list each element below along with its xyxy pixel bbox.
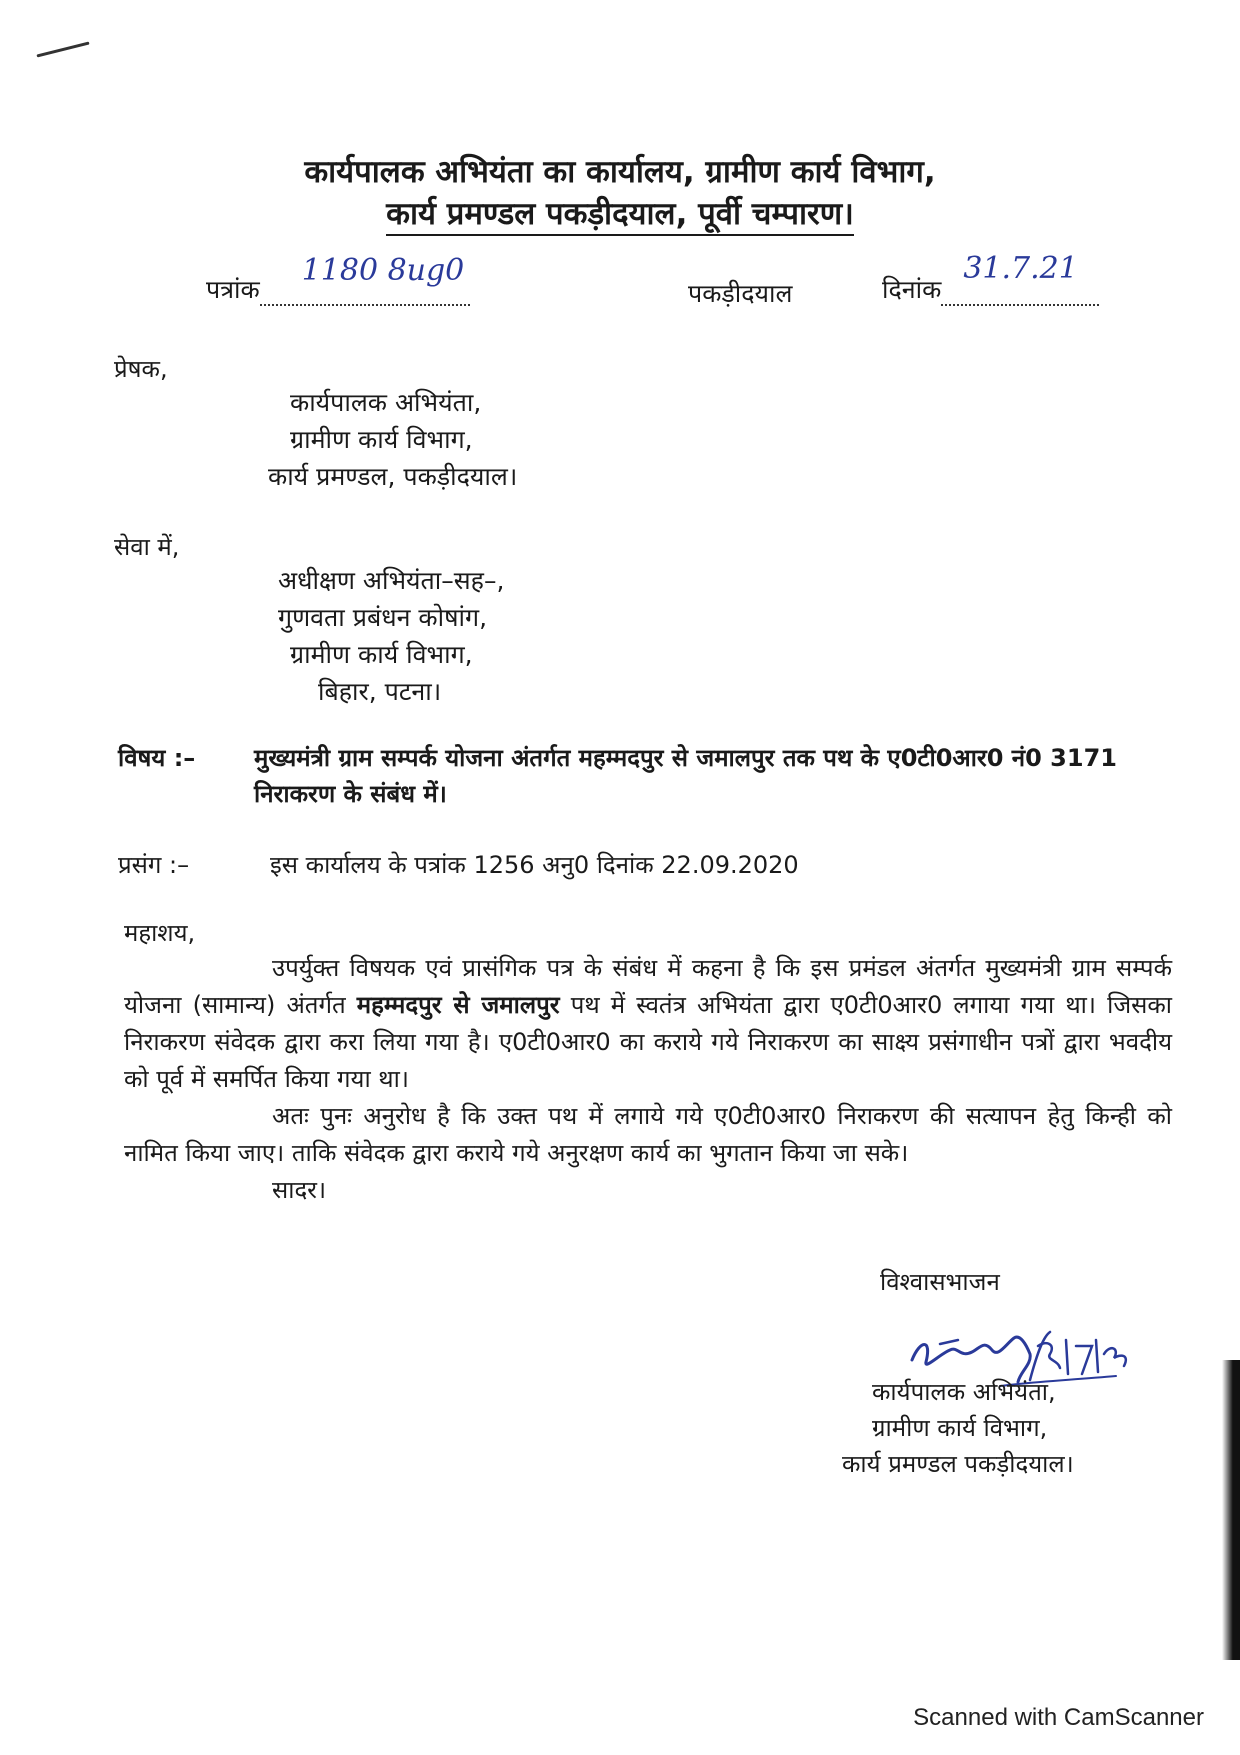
recipient-address bbox=[278, 562, 504, 710]
scan-edge-shadow bbox=[1222, 1360, 1240, 1660]
recipient-label: सेवा में, bbox=[114, 533, 180, 561]
sender-line: ग्रामीण कार्य विभाग, bbox=[290, 425, 473, 454]
recipient-line: अधीक्षण अभियंता–सह–, bbox=[278, 566, 505, 595]
sender-line: कार्यपालक अभियंता, bbox=[290, 388, 482, 417]
letter-number-value: 1180 8ug0 bbox=[301, 253, 465, 288]
signatory-designation bbox=[820, 1374, 1140, 1482]
letter-number bbox=[206, 253, 470, 306]
scan-mark bbox=[36, 42, 89, 58]
letter-date-label: दिनांक bbox=[882, 275, 942, 304]
letter-body bbox=[124, 950, 1172, 1209]
reference-text: इस कार्यालय के पत्रांक 1256 अनु0 दिनांक 22.09.2020 bbox=[270, 851, 799, 879]
signatory-line: कार्यपालक अभियंता, bbox=[872, 1378, 1056, 1406]
closing: सादर। bbox=[272, 1176, 327, 1204]
body-paragraph: उपर्युक्त विषयक एवं प्रासंगिक पत्र के संबंध में कहना है कि इस प्रमंडल अंतर्गत मुख्यमंत्री ग्राम सम्पर्क योजना (सामान्य) अंतर्गत महम्मदपुर से जमालपुर पथ में स्वतंत्र अभियंता द्वारा ए0टी0आर0 लगाया गया था। जिसका निराकरण संवेदक द्वारा करा लिया गया है। ए0टी0आर0 का कराये गये निराकरण का साक्ष्य प्रसंगाधीन पत्रों द्वारा भवदीय को पूर्व में समर्पित किया गया था। bbox=[124, 954, 1172, 1093]
signatory-line: कार्य प्रमण्डल पकड़ीदयाल। bbox=[842, 1450, 1074, 1478]
scanner-watermark: Scanned with CamScanner bbox=[913, 1704, 1204, 1731]
salutation: महाशय, bbox=[124, 919, 196, 947]
subject-label: विषय :– bbox=[118, 744, 196, 772]
sender-address bbox=[268, 384, 517, 495]
recipient-line: गुणवता प्रबंधन कोषांग, bbox=[278, 603, 488, 632]
recipient-line: बिहार, पटना। bbox=[318, 677, 442, 706]
reference-label: प्रसंग :– bbox=[118, 851, 190, 879]
recipient-line: ग्रामीण कार्य विभाग, bbox=[290, 640, 473, 669]
subject-text: मुख्यमंत्री ग्राम सम्पर्क योजना अंतर्गत महम्मदपुर से जमालपुर तक पथ के ए0टी0आर0 नं0 3171 निराकरण के संबंध में। bbox=[254, 744, 1117, 808]
sender-label: प्रेषक, bbox=[114, 355, 168, 383]
yours-faithfully: विश्वासभाजन bbox=[880, 1268, 1000, 1296]
office-title: कार्यपालक अभियंता का कार्यालय, ग्रामीण कार्य विभाग, bbox=[304, 154, 936, 190]
letter-date-value: 31.7.21 bbox=[963, 251, 1078, 286]
body-paragraph: अतः पुनः अनुरोध है कि उक्त पथ में लगाये गये ए0टी0आर0 निराकरण की सत्यापन हेतु किन्ही को नामित किया जाए। ताकि संवेदक द्वारा कराये गये अनुरक्षण कार्य का भुगतान किया जा सके। bbox=[124, 1102, 1172, 1167]
office-subtitle: कार्य प्रमण्डल पकड़ीदयाल, पूर्वी चम्पारण। bbox=[0, 192, 1240, 234]
letter-number-label: पत्रांक bbox=[206, 275, 260, 304]
letter-date bbox=[882, 251, 1099, 306]
road-name: महम्मदपुर से जमालपुर bbox=[356, 991, 560, 1019]
place-name: पकड़ीदयाल bbox=[688, 279, 793, 308]
signatory-line: ग्रामीण कार्य विभाग, bbox=[872, 1414, 1048, 1442]
sender-line: कार्य प्रमण्डल, पकड़ीदयाल। bbox=[268, 462, 518, 491]
